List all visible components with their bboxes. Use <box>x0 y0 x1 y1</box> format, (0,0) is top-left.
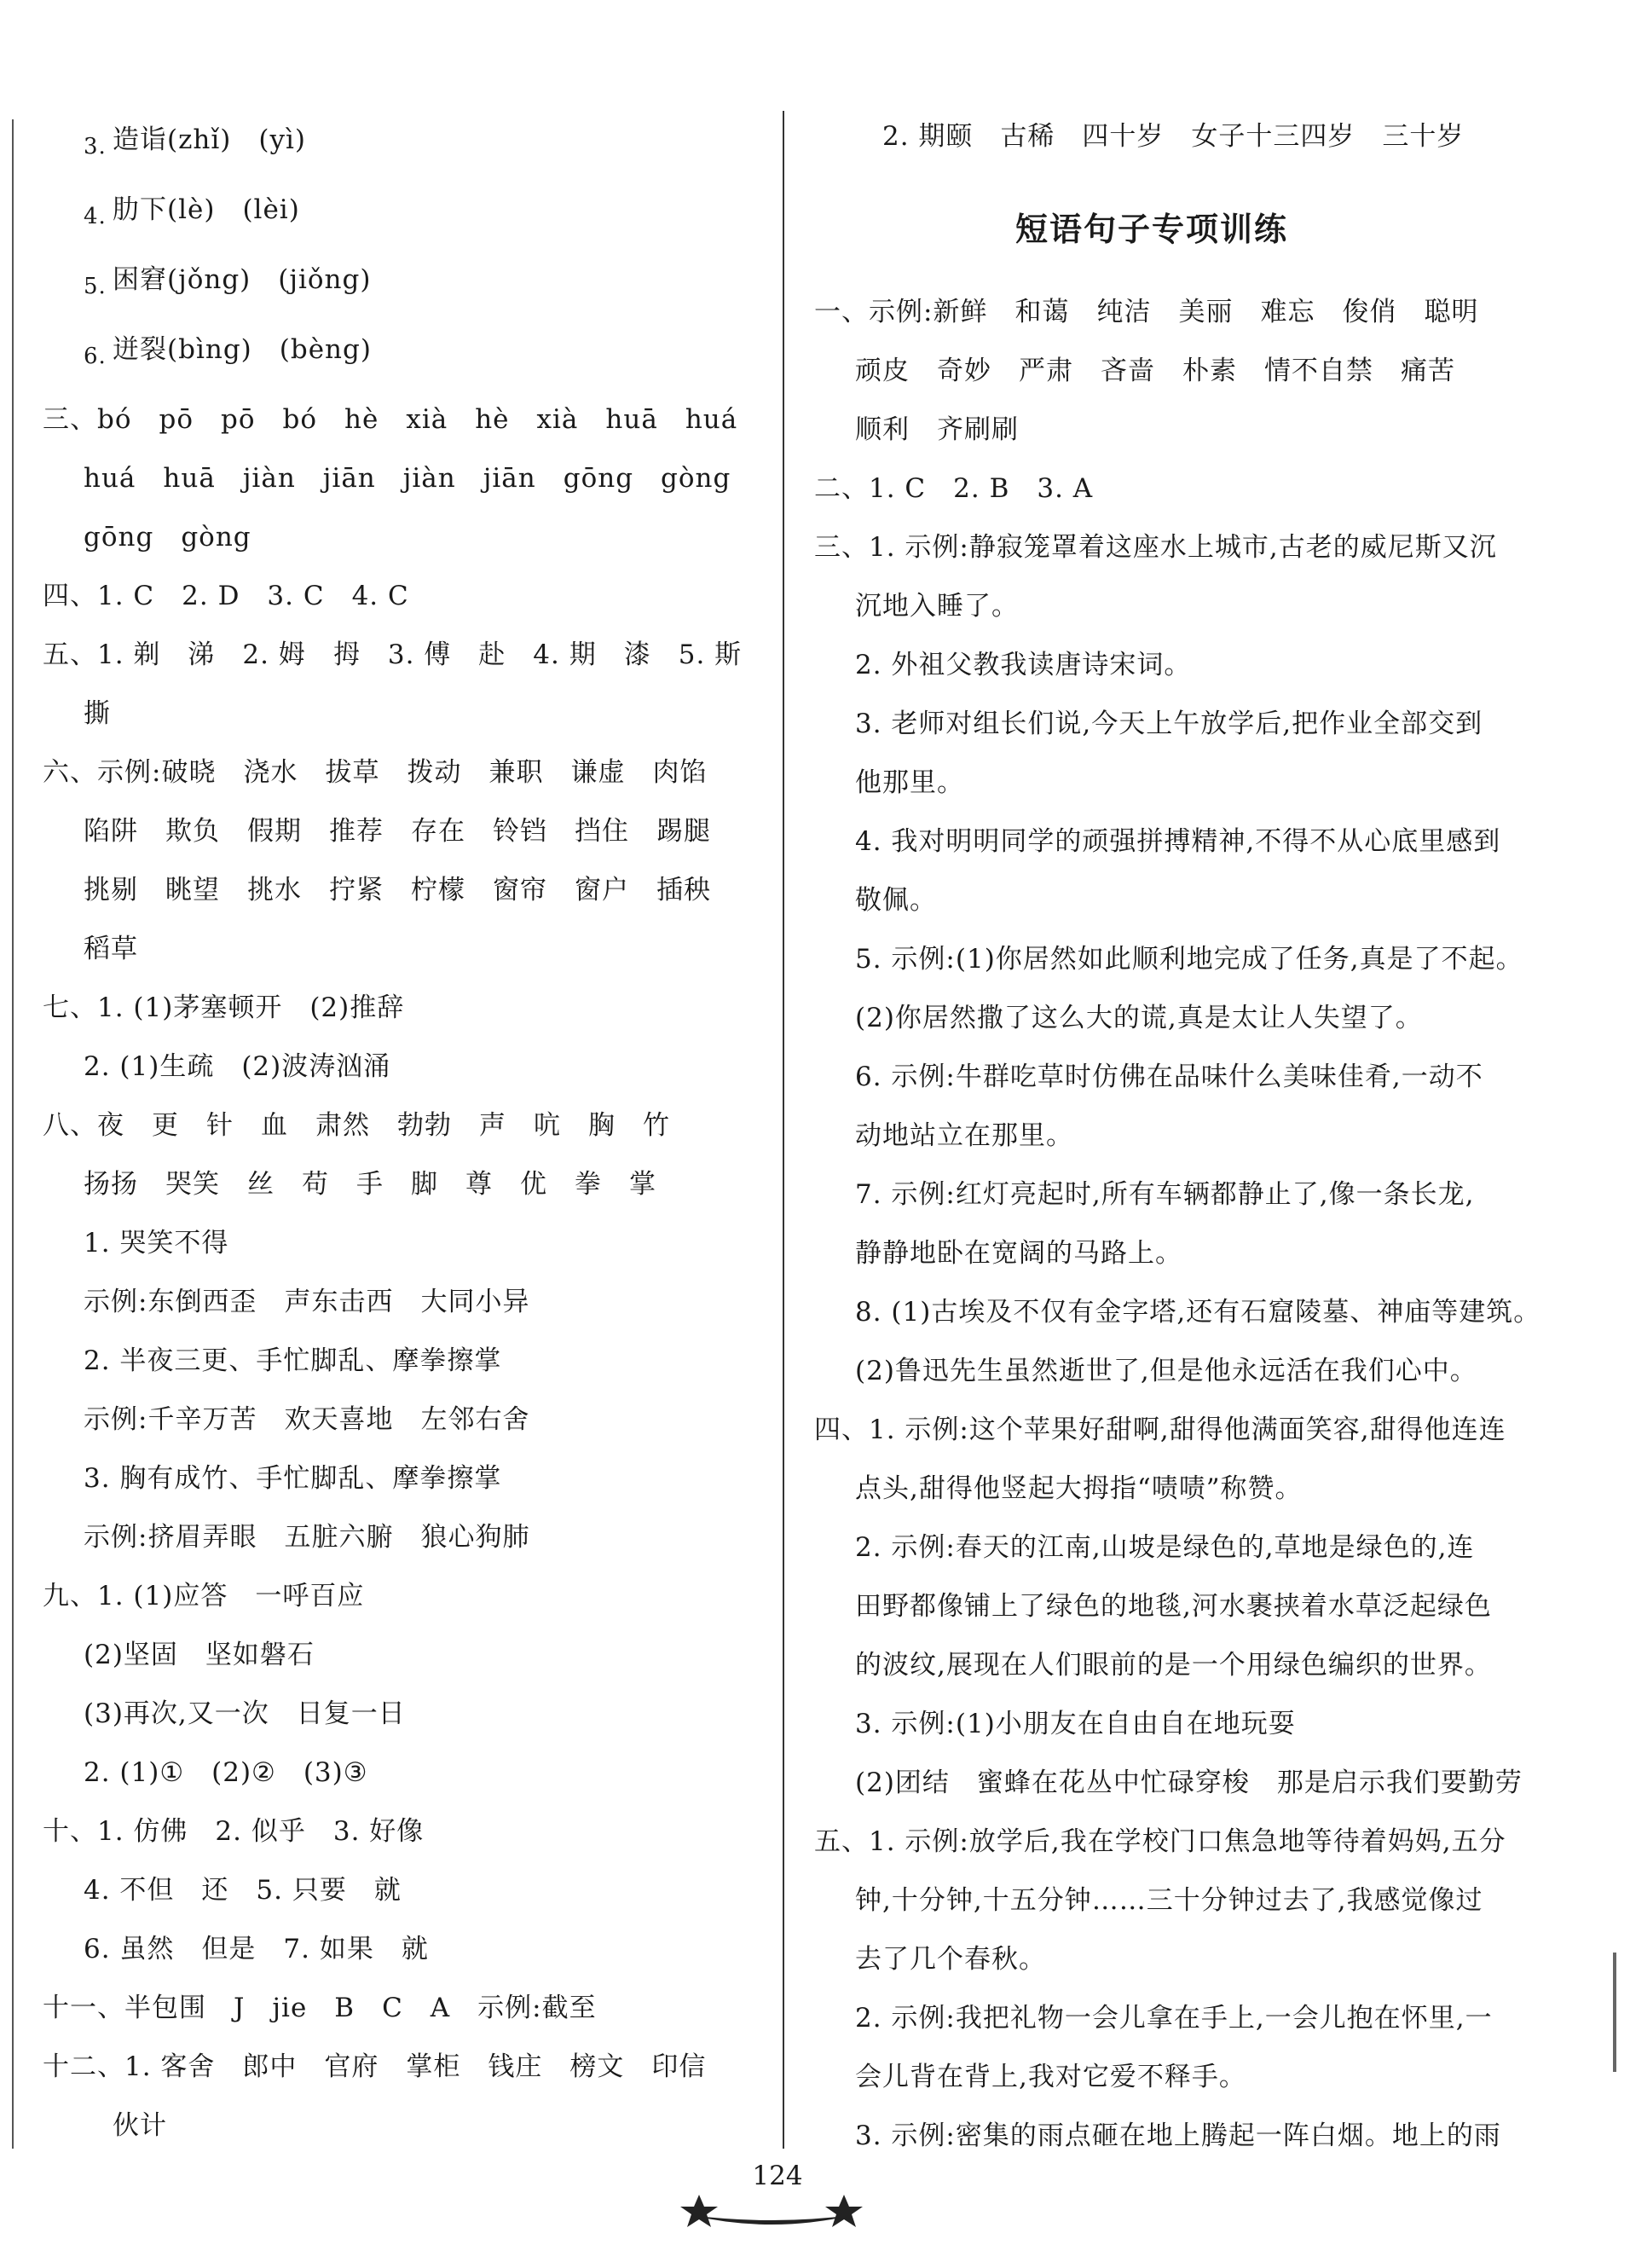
answer-line: 顽皮 奇妙 严肃 吝啬 朴素 情不自禁 痛苦 <box>855 356 1455 386</box>
answer-line: 点头,甜得他竖起大拇指“啧啧”称赞。 <box>855 1473 1303 1504</box>
answer-line <box>43 333 372 373</box>
answer-text: 肋下(lè) (lèi) <box>113 194 300 225</box>
answer-line: 5. 示例:(1)你居然如此顺利地完成了任务,真是了不起。 <box>855 944 1523 975</box>
answer-line: 2. 期颐 古稀 四十岁 女子十三四岁 三十岁 <box>882 121 1465 152</box>
answer-line: 一、示例:新鲜 和蔼 纯洁 美丽 难忘 俊俏 聪明 <box>814 297 1479 327</box>
answer-line: 示例:东倒西歪 声东击西 大同小异 <box>84 1287 530 1317</box>
answer-line: 的波纹,展现在人们眼前的是一个用绿色编织的世界。 <box>855 1650 1492 1681</box>
answer-line: 4. 我对明明同学的顽强拼搏精神,不得不从心底里感到 <box>855 826 1501 857</box>
answer-line: 四、1. C 2. D 3. C 4. C <box>43 581 409 611</box>
answer-line: 钟,十分钟,十五分钟……三十分钟过去了,我感觉像过 <box>855 1885 1483 1916</box>
answer-line <box>43 123 306 164</box>
answer-line <box>43 193 300 234</box>
answer-line: 陷阱 欺负 假期 推荐 存在 铃铛 挡住 踢腿 <box>84 816 711 847</box>
answer-line: 三、1. 示例:静寂笼罩着这座水上城市,古老的威尼斯又沉 <box>814 532 1497 563</box>
answer-line: 二、1. C 2. B 3. A <box>814 473 1094 504</box>
answer-line: 顺利 齐刷刷 <box>855 414 1019 445</box>
column-divider <box>783 111 784 2149</box>
answer-line: 三、bó pō pō bó hè xià hè xià huā huá <box>43 404 738 435</box>
answer-line: 示例:千辛万苦 欢天喜地 左邻右舍 <box>84 1404 530 1435</box>
answer-line: 伙计 <box>113 2110 167 2141</box>
answer-line: 动地站立在那里。 <box>855 1120 1073 1151</box>
answer-text: 迸裂(bìng) (bèng) <box>113 334 372 365</box>
answer-line: 2. 半夜三更、手忙脚乱、摩拳擦掌 <box>84 1345 502 1376</box>
page-number: 124 <box>752 2161 803 2191</box>
answer-line: 会儿背在背上,我对它爱不释手。 <box>855 2062 1246 2092</box>
item-number: 5. <box>84 274 107 299</box>
answer-line: 2. 示例:春天的江南,山坡是绿色的,草地是绿色的,连 <box>855 1532 1475 1563</box>
item-number: 4. <box>84 204 107 229</box>
answer-line: 五、1. 示例:放学后,我在学校门口焦急地等待着妈妈,五分 <box>814 1826 1506 1857</box>
answer-line: 3. 老师对组长们说,今天上午放学后,把作业全部交到 <box>855 709 1483 739</box>
answer-line: 静静地卧在宽阔的马路上。 <box>855 1238 1182 1269</box>
answer-line: (2)你居然撒了这么大的谎,真是太让人失望了。 <box>855 1003 1423 1033</box>
answer-line: (3)再次,又一次 日复一日 <box>84 1698 406 1729</box>
answer-line: 沉地入睡了。 <box>855 591 1019 622</box>
answer-line: 6. 示例:牛群吃草时仿佛在品味什么美味佳肴,一动不 <box>855 1062 1483 1092</box>
answer-line: 3. 示例:密集的雨点砸在地上腾起一阵白烟。地上的雨 <box>855 2120 1501 2151</box>
answer-line: huá huā jiàn jiān jiàn jiān gōng gòng <box>84 463 731 494</box>
answer-line: 八、夜 更 针 血 肃然 勃勃 声 吭 胸 竹 <box>43 1110 670 1141</box>
answer-line: 稻草 <box>84 934 138 964</box>
answer-line: 2. (1)① (2)② (3)③ <box>84 1757 368 1788</box>
answer-line: 1. 哭笑不得 <box>84 1228 229 1258</box>
answer-line: 4. 不但 还 5. 只要 就 <box>84 1875 402 1906</box>
answer-line <box>43 263 371 304</box>
answer-line: gōng gòng <box>84 522 251 553</box>
answer-line: 去了几个春秋。 <box>855 1944 1046 1975</box>
answer-line: 撕 <box>84 698 111 729</box>
margin-bar <box>1613 1953 1616 2072</box>
answer-line: 六、示例:破晓 浇水 拔草 拨动 兼职 谦虚 肉馅 <box>43 757 708 788</box>
answer-line: 3. 胸有成竹、手忙脚乱、摩拳擦掌 <box>84 1463 502 1494</box>
answer-line: 十、1. 仿佛 2. 似乎 3. 好像 <box>43 1816 425 1847</box>
answer-line: 他那里。 <box>855 767 964 798</box>
answer-line: 8. (1)古埃及不仅有金字塔,还有石窟陵墓、神庙等建筑。 <box>855 1297 1541 1328</box>
answer-line: (2)坚固 坚如磐石 <box>84 1640 315 1670</box>
answer-line: 十二、1. 客舍 郎中 官府 掌柜 钱庄 榜文 印信 <box>43 2051 707 2082</box>
answer-line: 田野都像铺上了绿色的地毯,河水裹挟着水草泛起绿色 <box>855 1591 1492 1622</box>
answer-line: 扬扬 哭笑 丝 苟 手 脚 尊 优 拳 掌 <box>84 1169 656 1200</box>
answer-text: 造诣(zhǐ) (yì) <box>113 124 307 155</box>
answer-line: (2)团结 蜜蜂在花丛中忙碌穿梭 那是启示我们要勤劳 <box>855 1768 1523 1798</box>
section-title: 短语句子专项训练 <box>1015 211 1289 248</box>
answer-line: 十一、半包围 J jie B C A 示例:截至 <box>43 1993 597 2023</box>
answer-line: 2. 示例:我把礼物一会儿拿在手上,一会儿抱在怀里,一 <box>855 2003 1493 2034</box>
answer-line: 2. (1)生疏 (2)波涛汹涌 <box>84 1051 391 1082</box>
answer-line: 敬佩。 <box>855 885 937 916</box>
item-number: 3. <box>84 134 107 159</box>
answer-line: 五、1. 剃 涕 2. 姆 拇 3. 傅 赴 4. 期 漆 5. 斯 <box>43 639 743 670</box>
answer-line: (2)鲁迅先生虽然逝世了,但是他永远活在我们心中。 <box>855 1356 1477 1386</box>
page-edge-line <box>12 119 14 2149</box>
item-number: 6. <box>84 344 107 369</box>
answer-line: 七、1. (1)茅塞顿开 (2)推辞 <box>43 992 405 1023</box>
answer-text: 困窘(jǒng) (jiǒng) <box>113 264 372 295</box>
answer-line: 2. 外祖父教我读唐诗宋词。 <box>855 650 1192 680</box>
answer-line: 九、1. (1)应答 一呼百应 <box>43 1581 365 1611</box>
answer-line: 四、1. 示例:这个苹果好甜啊,甜得他满面笑容,甜得他连连 <box>814 1415 1506 1445</box>
answer-line: 6. 虽然 但是 7. 如果 就 <box>84 1934 429 1964</box>
answer-line: 示例:挤眉弄眼 五脏六腑 狼心狗肺 <box>84 1522 530 1553</box>
answer-line: 3. 示例:(1)小朋友在自由自在地玩耍 <box>855 1709 1296 1739</box>
answer-line: 挑剔 眺望 挑水 拧紧 柠檬 窗帘 窗户 插秧 <box>84 875 711 905</box>
answer-line: 7. 示例:红灯亮起时,所有车辆都静止了,像一条长龙, <box>855 1179 1475 1210</box>
